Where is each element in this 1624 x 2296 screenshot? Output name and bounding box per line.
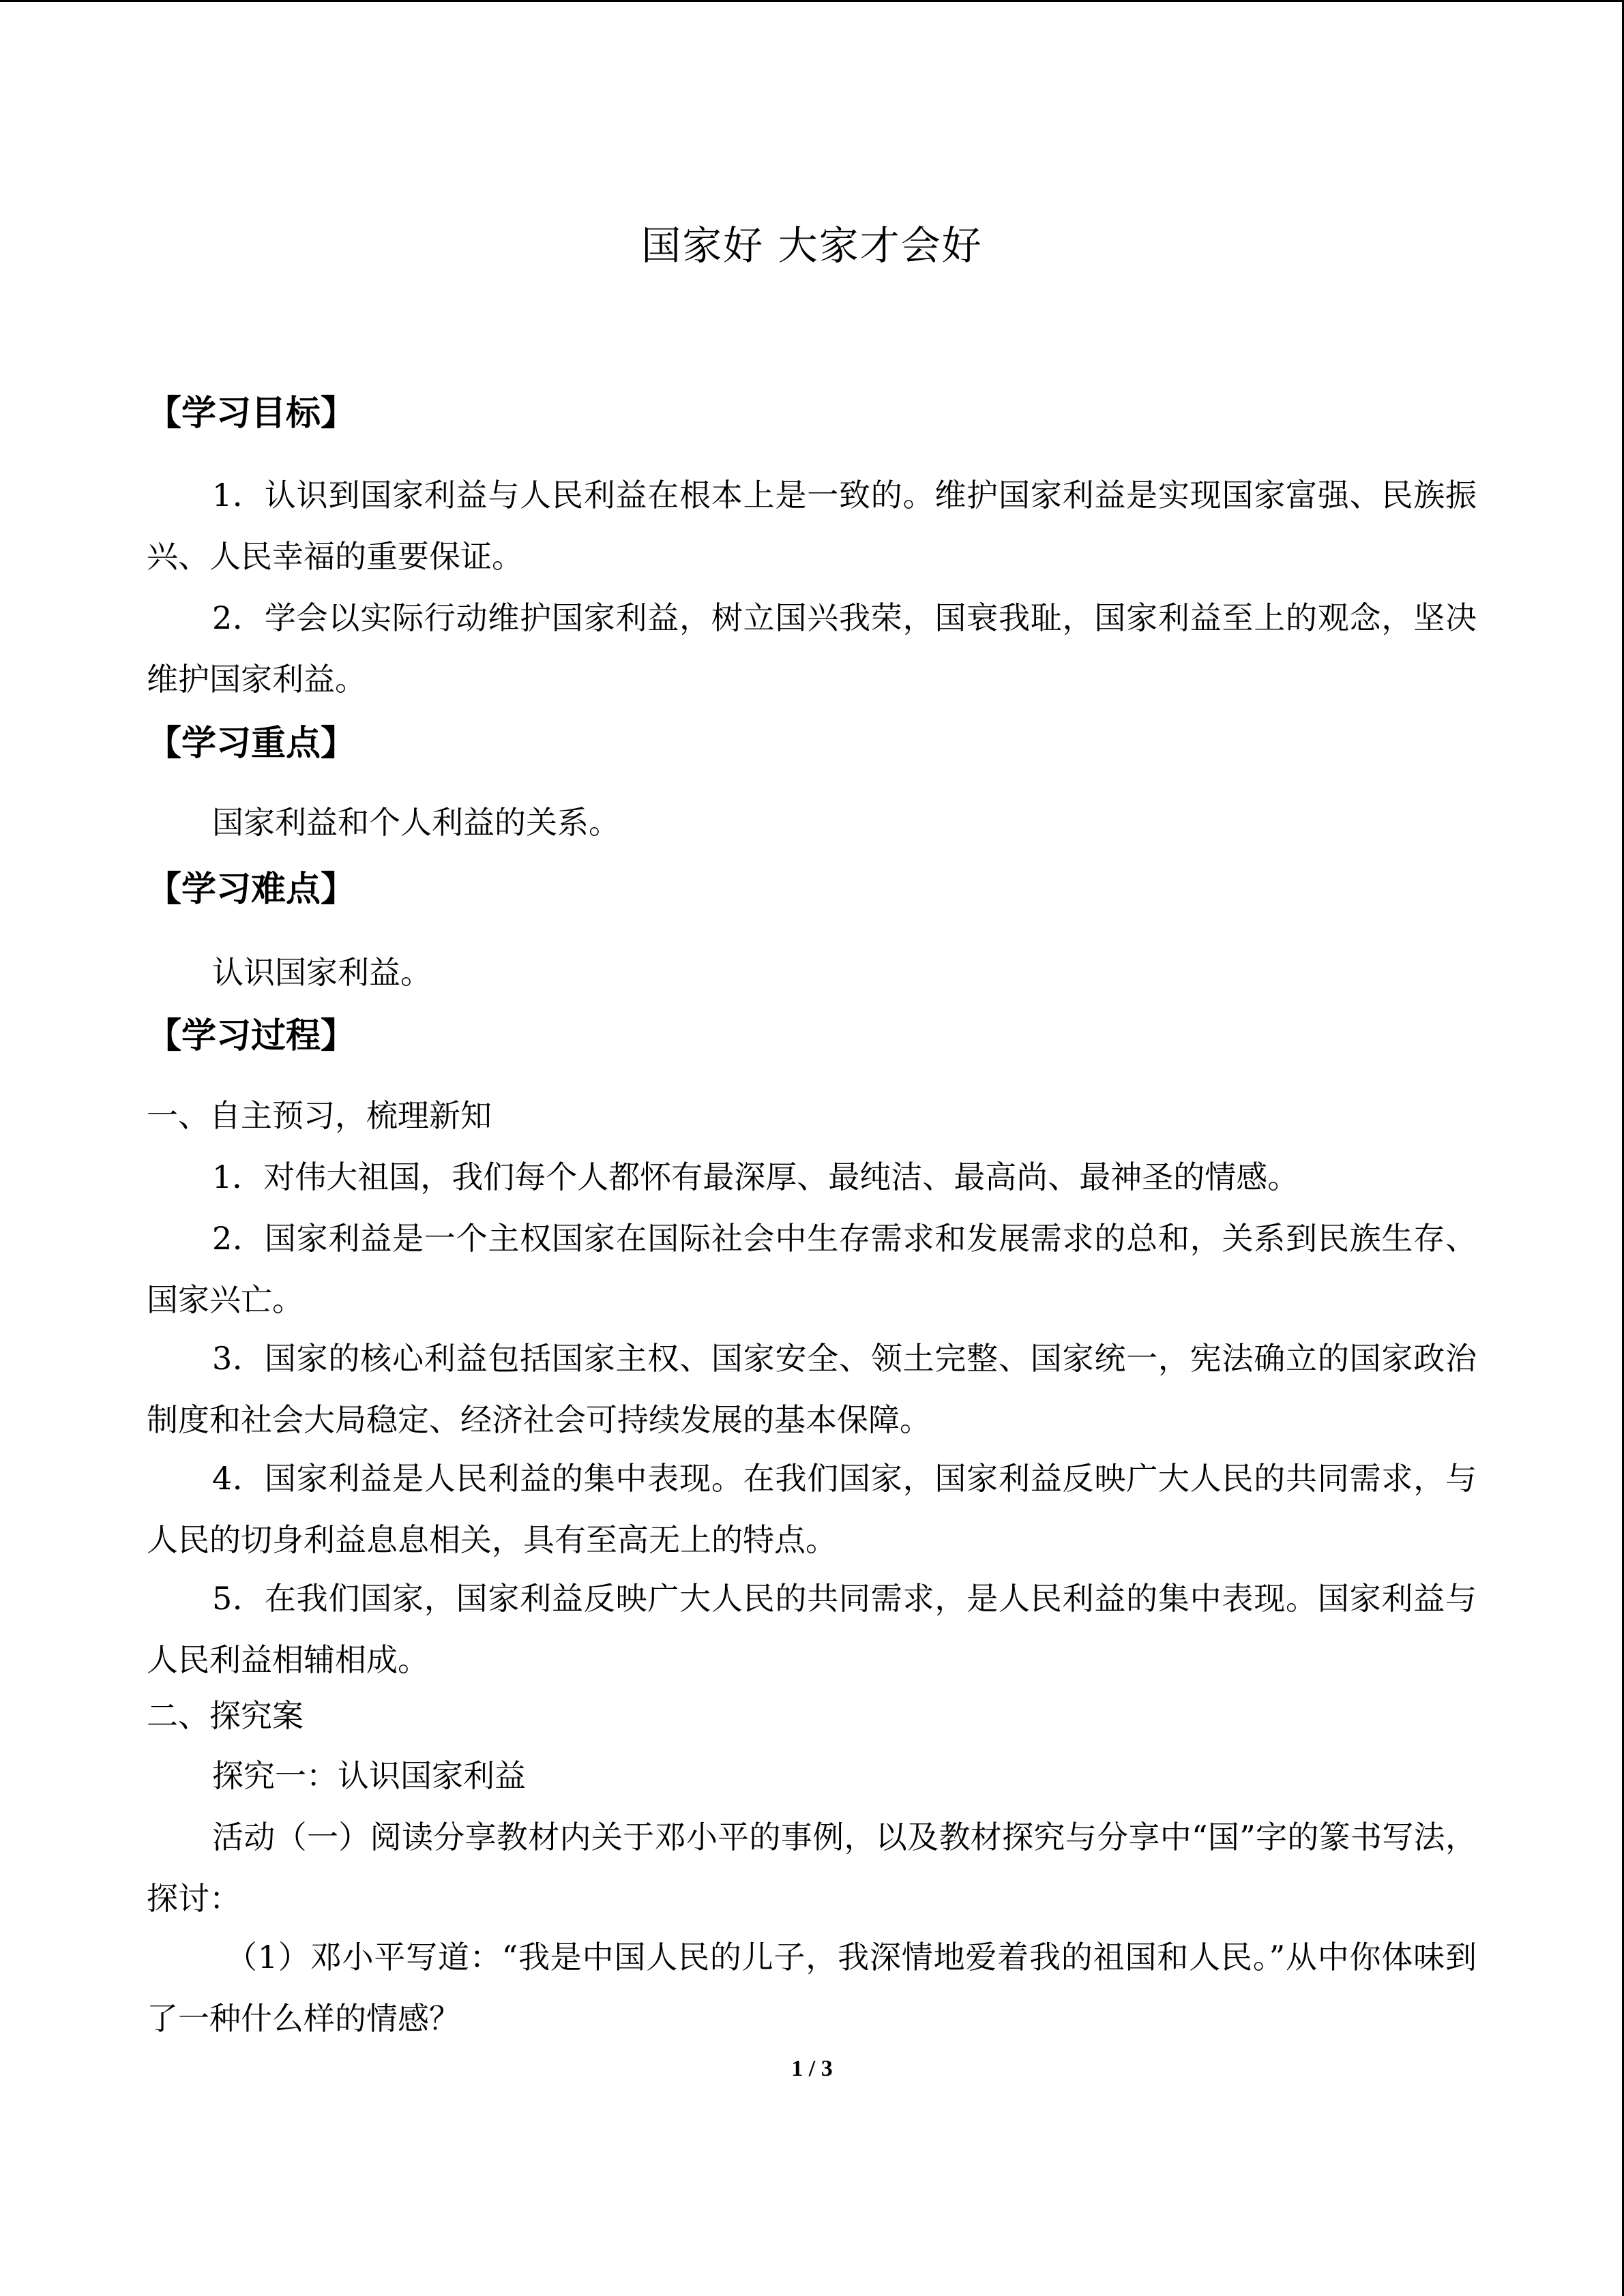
key-points-heading: 【学习重点】	[147, 724, 356, 764]
activity1-text: 活动（一）阅读分享教材内关于邓小平的事例，以及教材探究与分享中“国”字的篆书写法，探讨：	[147, 1819, 1477, 1917]
objective-item-2: 2．学会以实际行动维护国家利益，树立国兴我荣，国衰我耻，国家利益至上的观念，坚决维护国家利益。	[147, 599, 1477, 698]
part1-item-4: 4．国家利益是人民利益的集中表现。在我们国家，国家利益反映广大人民的共同需求，与人民的切身利益息息相关，具有至高无上的特点。	[147, 1460, 1477, 1558]
objectives-heading: 【学习目标】	[147, 393, 356, 434]
process-heading: 【学习过程】	[147, 1016, 356, 1056]
difficulties-text: 认识国家利益。	[212, 954, 432, 991]
key-points-text: 国家利益和个人利益的关系。	[212, 804, 620, 841]
explore1-title: 探究一：认识国家利益	[212, 1757, 526, 1794]
part1-item-3: 3．国家的核心利益包括国家主权、国家安全、领土完整、国家统一，宪法确立的国家政治制度和社会大局稳定、经济社会可持续发展的基本保障。	[147, 1340, 1477, 1438]
document-title: 国家好 大家才会好	[641, 222, 983, 269]
part1-item-2: 2．国家利益是一个主权国家在国际社会中生存需求和发展需求的总和，关系到民族生存、国家兴亡。	[147, 1220, 1477, 1318]
part1-item-1: 1．对伟大祖国，我们每个人都怀有最深厚、最纯洁、最高尚、最神圣的情感。	[212, 1159, 1299, 1195]
objective-item-1: 1．认识到国家利益与人民利益在根本上是一致的。维护国家利益是实现国家富强、民族振兴、人民幸福的重要保证。	[147, 477, 1477, 575]
question1-text: （1）邓小平写道：“我是中国人民的儿子，我深情地爱着我的祖国和人民。”从中你体味到了一种什么样的情感？	[147, 1939, 1477, 2037]
part1-item-5: 5．在我们国家，国家利益反映广大人民的共同需求，是人民利益的集中表现。国家利益与人民利益相辅相成。	[147, 1580, 1477, 1678]
page-number: 1 / 3	[791, 2056, 833, 2081]
difficulties-heading: 【学习难点】	[147, 869, 356, 910]
part1-title: 一、自主预习，梳理新知	[147, 1097, 492, 1134]
part2-title: 二、探究案	[147, 1697, 304, 1734]
